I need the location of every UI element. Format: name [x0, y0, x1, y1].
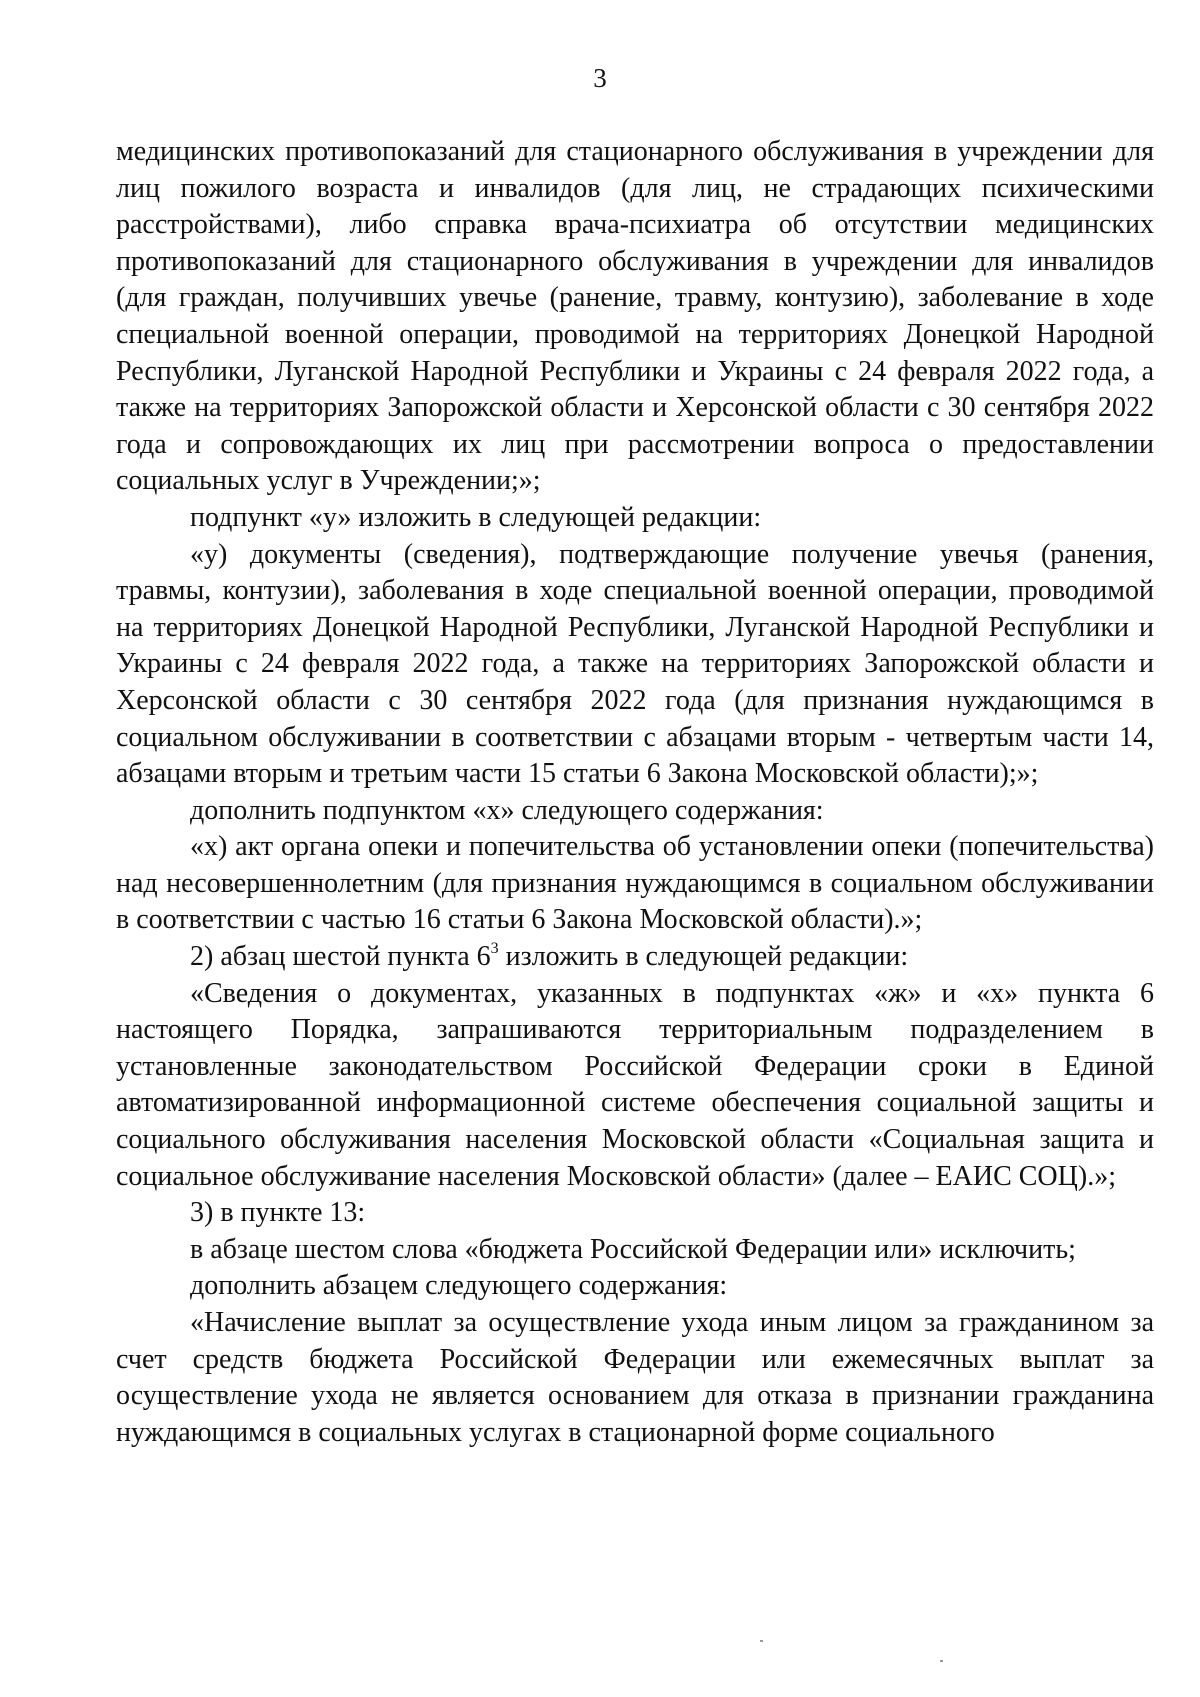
paragraph-subpoint-u-intro: подпункт «у» изложить в следующей редакции:: [190, 501, 762, 533]
paragraph-item-3: 3) в пункте 13:: [190, 1197, 366, 1229]
scan-speck: [940, 1660, 943, 1662]
item-2-text-after: изложить в следующей редакции:: [498, 941, 909, 973]
paragraph-item-3-addition: «Начисление выплат за осуществление ухода иным лицом за гражданином за счет средств бюджета Российской Федерации или ежемесячных выплат за осуществление ухода не является основанием для отказа в признании гражданина нуждающимся в социальных услугах в стационарной форме социального: [116, 1307, 1154, 1448]
paragraph-subpoint-x: «х) акт органа опеки и попечительства об установлении опеки (попечительства) над несовершеннолетним (для признания нуждающимся в социальном обслуживании в соответствии с частью 16 статьи 6 Закона Московской области).»;: [116, 831, 1154, 936]
paragraph-item-3-amendment: в абзаце шестом слова «бюджета Российской Федерации или» исключить;: [190, 1233, 1076, 1265]
paragraph-item-3-addition-intro: дополнить абзацем следующего содержания:: [190, 1270, 728, 1302]
paragraph-item-2-content: «Сведения о документах, указанных в подпунктах «ж» и «х» пункта 6 настоящего Порядка, запрашиваются территориальным подразделением в установленные законодательством Российской Федерации сроки в Единой автоматизированной информационной системе обеспечения социальной защиты и социального обслуживания населения Московской области «Социальная защита и социальное обслуживание населения Московской области» (далее – ЕАИС СОЦ).»;: [116, 977, 1154, 1192]
item-2-superscript: 3: [490, 940, 499, 958]
scan-speck: [760, 1640, 763, 1642]
page-number: 3: [593, 63, 607, 93]
paragraph-continuation: медицинских противопоказаний для стационарного обслуживания в учреждении для лиц пожилого возраста и инвалидов (для лиц, не страдающих психическими расстройствами), либо справка врача-психиатра об отсутствии медицинских противопоказаний для стационарного обслуживания в учреждении для инвалидов (для граждан, получивших увечье (ранение, травму, контузию), заболевание в ходе специальной военной операции, проводимой на территориях Донецкой Народной Республики, Луганской Народной Республики и Украины с 24 февраля 2022 года, а также на территориях Запорожской области и Херсонской области с 30 сентября 2022 года и сопровождающих их лиц при рассмотрении вопроса о предоставлении социальных услуг в Учреждении;»;: [116, 136, 1154, 497]
paragraph-item-2: [116, 939, 1154, 976]
paragraph-subpoint-x-intro: дополнить подпунктом «х» следующего содержания:: [190, 794, 824, 826]
document-body: [116, 134, 1154, 1451]
paragraph-subpoint-u: «у) документы (сведения), подтверждающие получение увечья (ранения, травмы, контузии), заболевания в ходе специальной военной операции, проводимой на территориях Донецкой Народной Республики, Луганской Народной Республики и Украины с 24 февраля 2022 года, а также на территориях Запорожской области и Херсонской области с 30 сентября 2022 года (для признания нуждающимся в социальном обслуживании в соответствии с абзацами вторым - четвертым части 14, абзацами вторым и третьим части 15 статьи 6 Закона Московской области);»;: [116, 538, 1154, 790]
item-2-text-before: 2) абзац шестой пункта 6: [190, 941, 491, 973]
